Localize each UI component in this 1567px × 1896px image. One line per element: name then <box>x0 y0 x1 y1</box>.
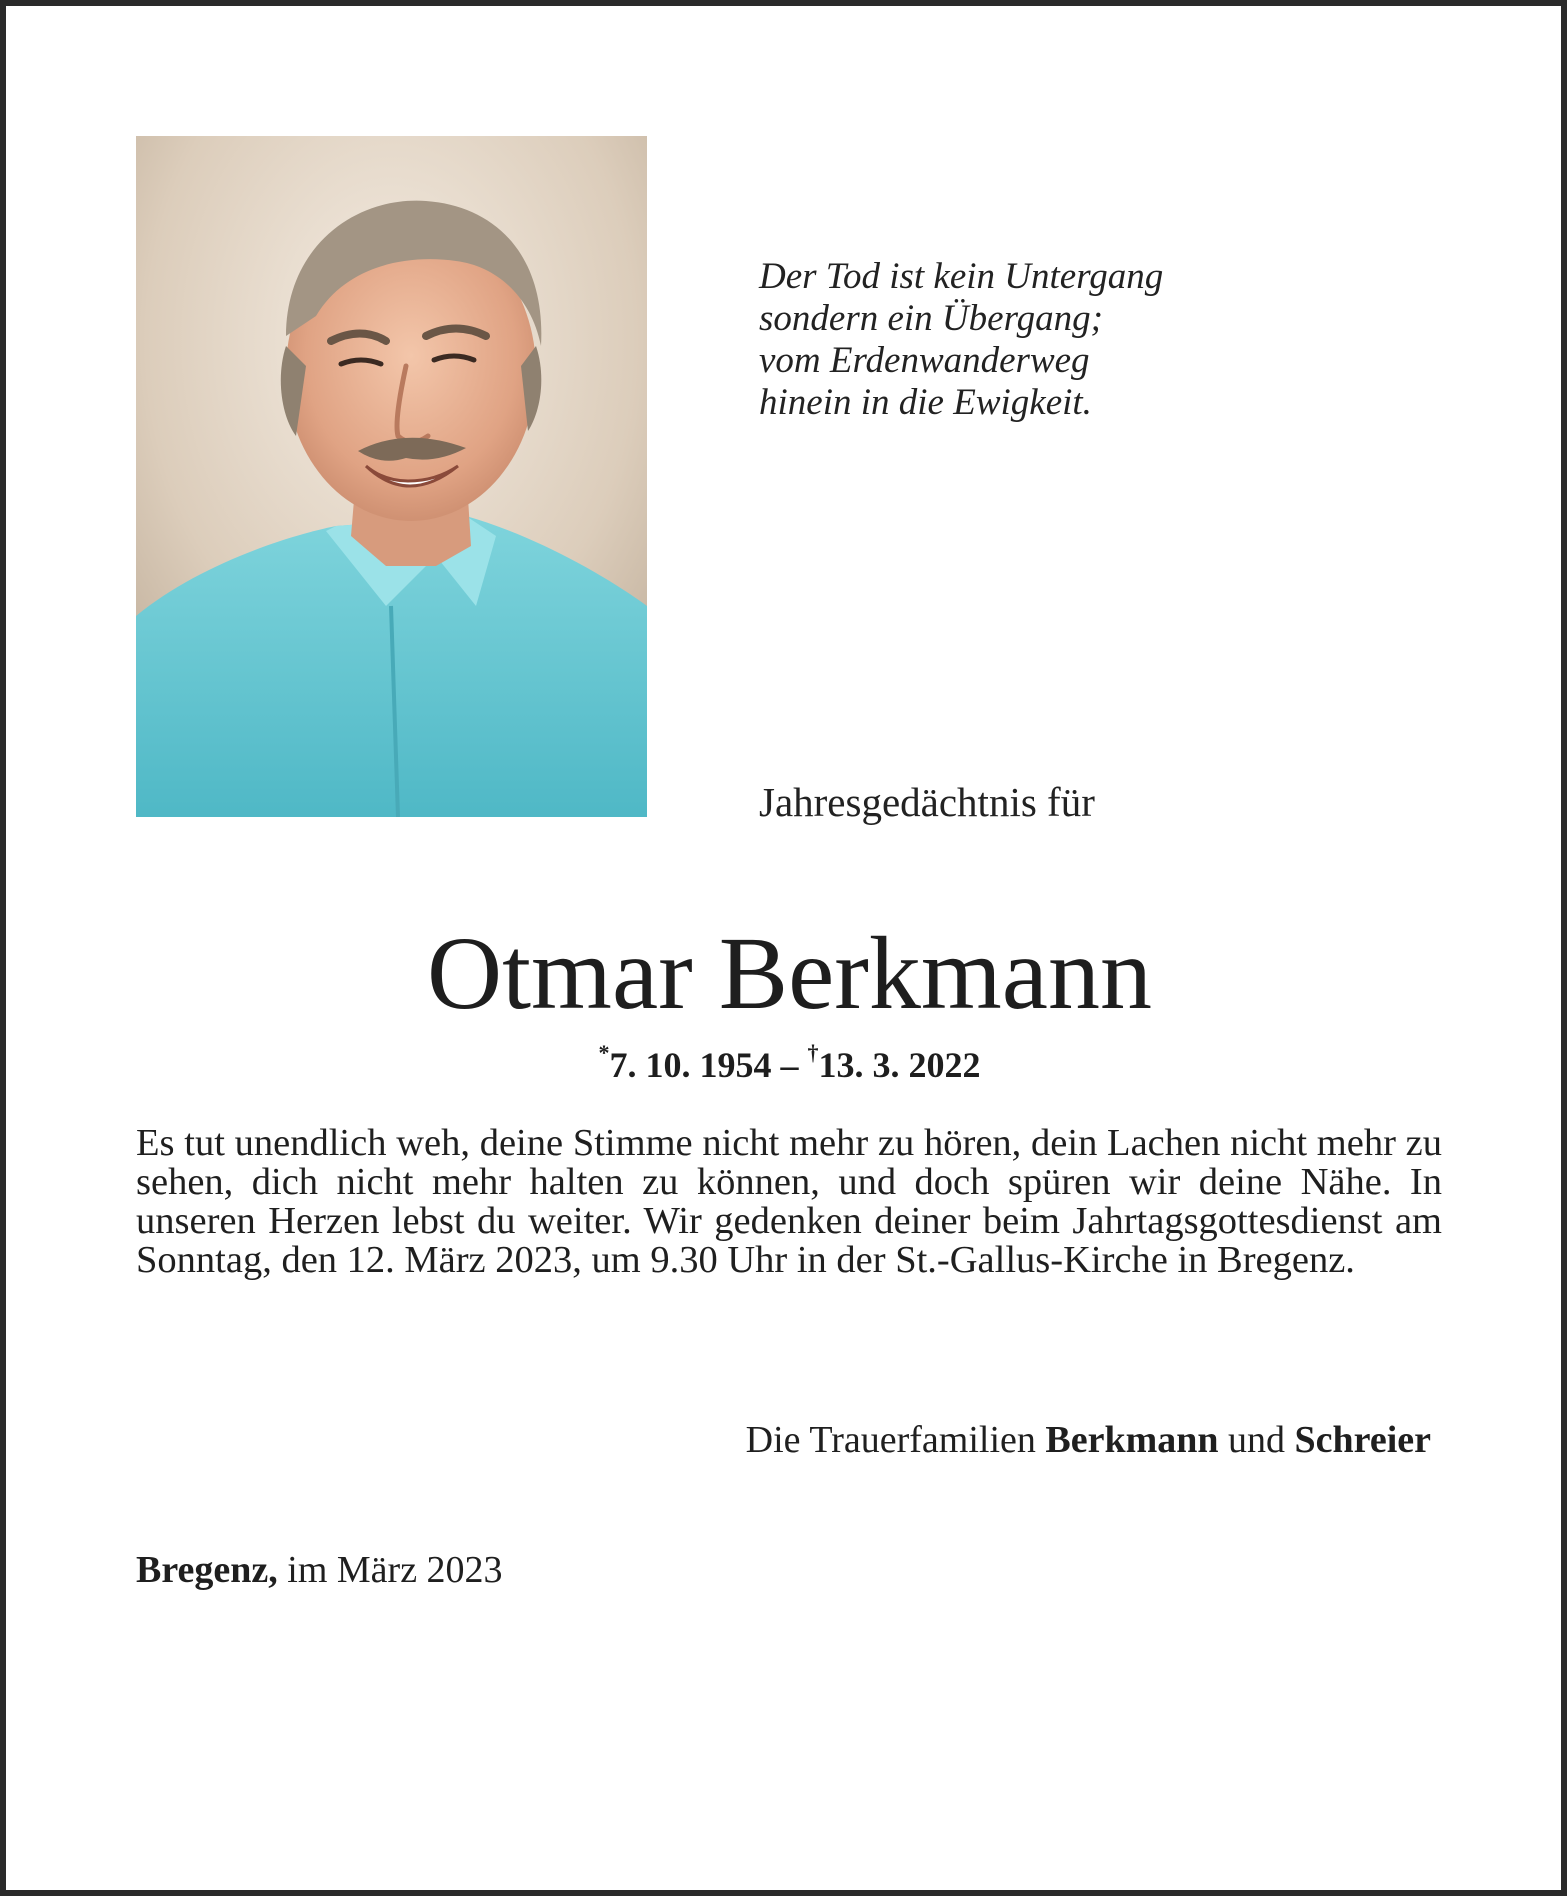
place-city: Bregenz, <box>136 1549 278 1591</box>
date-separator: – <box>780 1045 799 1085</box>
death-symbol: † <box>807 1040 819 1065</box>
family-signature <box>746 1418 1431 1462</box>
memorial-text: Es tut unendlich weh, deine Stimme nicht mehr zu hören, dein Lachen nicht mehr zu sehen, dich nicht mehr halten zu können, und doch spüren wir deine Nähe. In unseren Herzen lebst du weiter. Wir gedenken deiner beim Jahrtagsgottesdienst am Sonntag, den 12. März 2023, um 9.30 Uhr in der St.-Gallus-Kirche in Bregenz. <box>136 1122 1442 1281</box>
quote-line: sondern ein Übergang; <box>759 298 1103 339</box>
birth-date: 7. 10. 1954 <box>609 1045 772 1085</box>
portrait-photo <box>136 136 647 817</box>
life-dates <box>6 1040 1567 1086</box>
memorial-quote <box>759 256 1319 424</box>
memorial-intro: Jahresgedächtnis für <box>759 779 1095 825</box>
place-date: im März 2023 <box>287 1549 503 1591</box>
place-and-date <box>136 1548 503 1592</box>
birth-symbol: * <box>598 1040 610 1065</box>
portrait-illustration <box>136 136 647 817</box>
death-date: 13. 3. 2022 <box>818 1045 981 1085</box>
family-name-2: Schreier <box>1294 1419 1431 1461</box>
deceased-name: Otmar Berkmann <box>427 916 1152 1031</box>
quote-line: Der Tod ist kein Untergang <box>759 256 1164 297</box>
signature-conjunction: und <box>1228 1419 1286 1461</box>
quote-line: vom Erdenwanderweg <box>759 340 1090 381</box>
family-name-1: Berkmann <box>1045 1419 1219 1461</box>
quote-line: hinein in die Ewigkeit. <box>759 382 1092 423</box>
signature-prefix: Die Trauerfamilien <box>745 1419 1036 1461</box>
